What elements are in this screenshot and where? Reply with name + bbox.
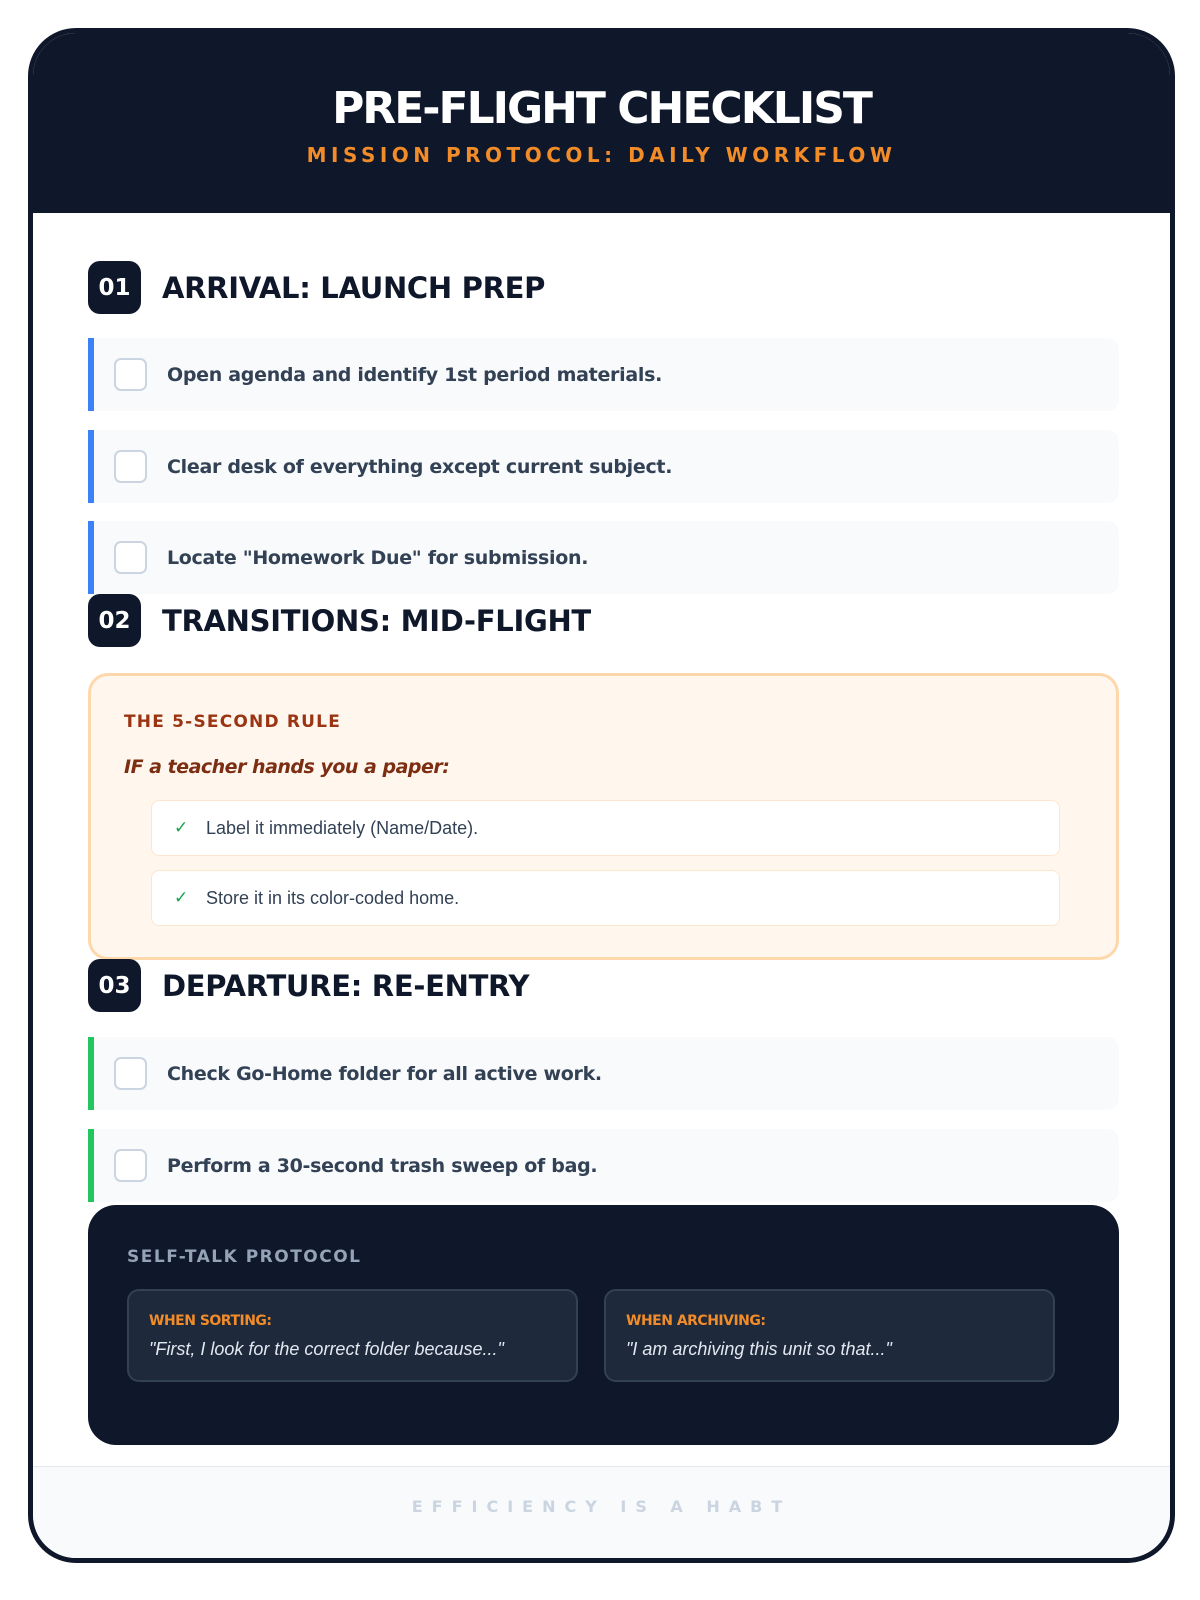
- task-label: Check Go-Home folder for all active work.: [167, 1062, 602, 1085]
- self-talk-label: WHEN ARCHIVING:: [626, 1313, 766, 1329]
- section-number: 01: [88, 261, 141, 314]
- task-label: Locate "Homework Due" for submission.: [167, 546, 589, 569]
- task-checkbox[interactable]: [114, 358, 147, 391]
- self-talk-card-sorting: [127, 1289, 578, 1382]
- rule-item-text: Store it in its color-coded home.: [206, 887, 460, 908]
- task-item[interactable]: [88, 1037, 1119, 1110]
- footer: [33, 1466, 1170, 1563]
- five-second-rule-box: [88, 673, 1119, 960]
- task-label: Clear desk of everything except current subject.: [167, 455, 673, 478]
- checkmark-icon: ✓: [174, 818, 189, 837]
- rule-condition: IF a teacher hands you a paper:: [124, 756, 450, 778]
- footer-text: EFFICIENCY IS A HABT: [411, 1497, 792, 1516]
- self-talk-label: WHEN SORTING:: [149, 1313, 272, 1329]
- task-checkbox[interactable]: [114, 1057, 147, 1090]
- task-checkbox[interactable]: [114, 450, 147, 483]
- task-label: Perform a 30-second trash sweep of bag.: [167, 1154, 598, 1177]
- rule-item: [151, 870, 1060, 926]
- section-number: 02: [88, 594, 141, 647]
- header: [33, 33, 1170, 213]
- task-label: Open agenda and identify 1st period materials.: [167, 363, 662, 386]
- task-item[interactable]: [88, 521, 1119, 594]
- self-talk-quote: "First, I look for the correct folder because...": [149, 1339, 504, 1359]
- task-item[interactable]: [88, 430, 1119, 503]
- checkmark-icon: ✓: [174, 888, 189, 907]
- page-title: PRE-FLIGHT CHECKLIST: [332, 83, 871, 134]
- checklist-card: [28, 28, 1175, 1563]
- self-talk-quote: "I am archiving this unit so that...": [626, 1339, 892, 1359]
- section-title: ARRIVAL: LAUNCH PREP: [162, 270, 546, 305]
- section-title: DEPARTURE: RE-ENTRY: [162, 968, 530, 1003]
- section-header-departure: [88, 959, 529, 1012]
- self-talk-card-archiving: [604, 1289, 1055, 1382]
- task-item[interactable]: [88, 338, 1119, 411]
- rule-item: [151, 800, 1060, 856]
- section-title: TRANSITIONS: MID-FLIGHT: [162, 603, 591, 638]
- self-talk-title: SELF-TALK PROTOCOL: [127, 1247, 362, 1267]
- task-checkbox[interactable]: [114, 1149, 147, 1182]
- self-talk-panel: [88, 1205, 1119, 1445]
- task-item[interactable]: [88, 1129, 1119, 1202]
- section-header-transitions: [88, 594, 591, 647]
- section-number: 03: [88, 959, 141, 1012]
- task-checkbox[interactable]: [114, 541, 147, 574]
- section-header-arrival: [88, 261, 545, 314]
- rule-item-text: Label it immediately (Name/Date).: [206, 817, 479, 838]
- rule-title: THE 5-SECOND RULE: [124, 712, 342, 732]
- page-subtitle: MISSION PROTOCOL: DAILY WORKFLOW: [306, 143, 897, 167]
